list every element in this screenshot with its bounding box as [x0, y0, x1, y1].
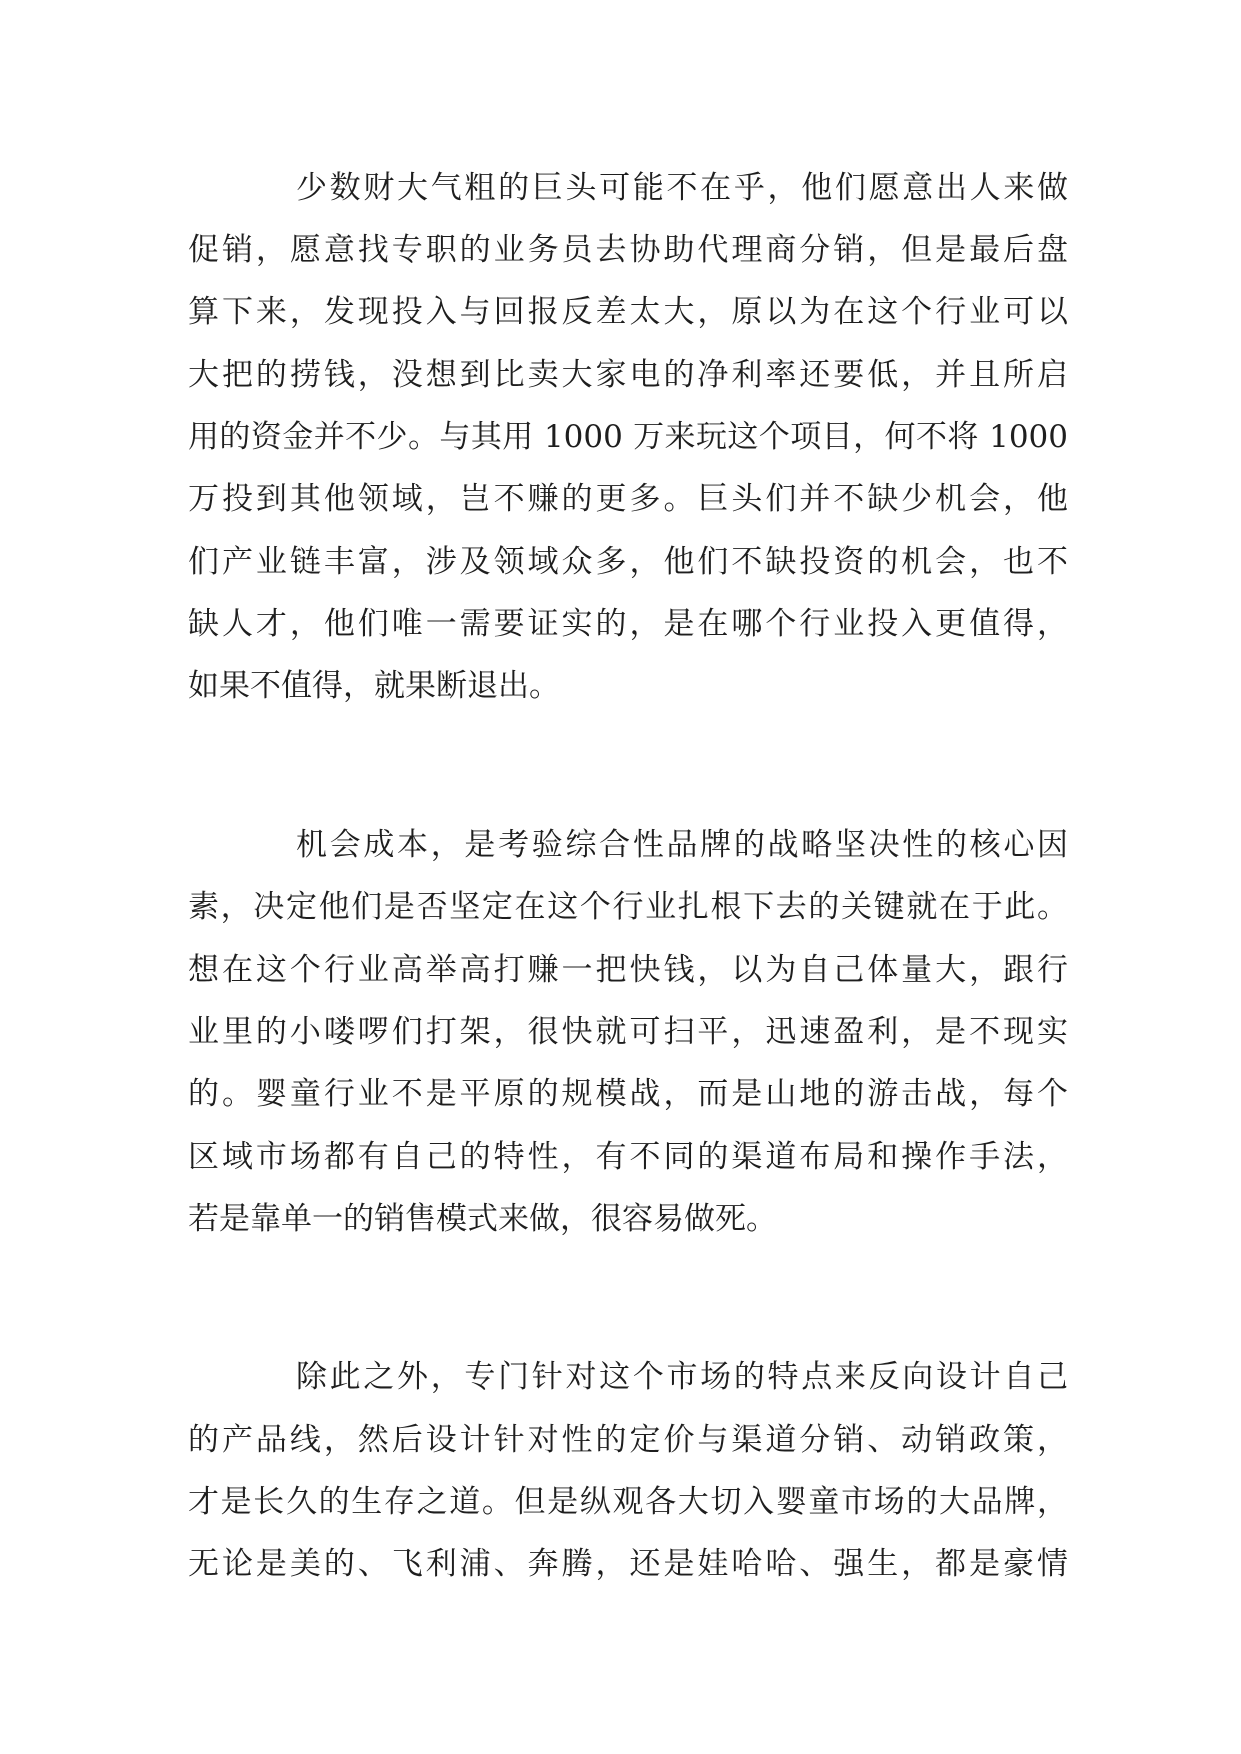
paragraph-line: 缺人才，他们唯一需要证实的，是在哪个行业投入更值得， — [188, 606, 1068, 642]
paragraph-line: 无论是美的、飞利浦、奔腾，还是娃哈哈、强生，都是豪情 — [188, 1546, 1068, 1582]
paragraph-line: 才是长久的生存之道。但是纵观各大切入婴童市场的大品牌， — [188, 1484, 1068, 1520]
paragraph-line: 机会成本，是考验综合性品牌的战略坚决性的核心因 — [296, 827, 1068, 863]
paragraph-line: 素，决定他们是否坚定在这个行业扎根下去的关键就在于此。 — [188, 889, 1068, 925]
paragraph-line: 的。婴童行业不是平原的规模战，而是山地的游击战，每个 — [188, 1076, 1068, 1112]
paragraph-line: 大把的捞钱，没想到比卖大家电的净利率还要低，并且所启 — [188, 357, 1068, 393]
paragraph-line: 促销，愿意找专职的业务员去协助代理商分销，但是最后盘 — [188, 232, 1068, 268]
paragraph-line: 算下来，发现投入与回报反差太大，原以为在这个行业可以 — [188, 294, 1068, 330]
paragraph-line: 除此之外，专门针对这个市场的特点来反向设计自己 — [296, 1359, 1068, 1395]
paragraph-line: 少数财大气粗的巨头可能不在乎，他们愿意出人来做 — [296, 170, 1068, 206]
paragraph-line: 的产品线，然后设计针对性的定价与渠道分销、动销政策， — [188, 1422, 1068, 1458]
paragraph-line: 用的资金并不少。与其用 1000 万来玩这个项目，何不将 1000 — [188, 419, 1068, 455]
paragraph-line: 若是靠单一的销售模式来做，很容易做死。 — [188, 1201, 777, 1237]
paragraph-line: 如果不值得，就果断退出。 — [188, 668, 560, 704]
paragraph-line: 万投到其他领域，岂不赚的更多。巨头们并不缺少机会，他 — [188, 481, 1068, 517]
paragraph-line: 区域市场都有自己的特性，有不同的渠道布局和操作手法， — [188, 1139, 1068, 1175]
paragraph-line: 业里的小喽啰们打架，很快就可扫平，迅速盈利，是不现实 — [188, 1014, 1068, 1050]
paragraph-line: 想在这个行业高举高打赚一把快钱，以为自己体量大，跟行 — [188, 952, 1068, 988]
paragraph-line: 们产业链丰富，涉及领域众多，他们不缺投资的机会，也不 — [188, 544, 1068, 580]
